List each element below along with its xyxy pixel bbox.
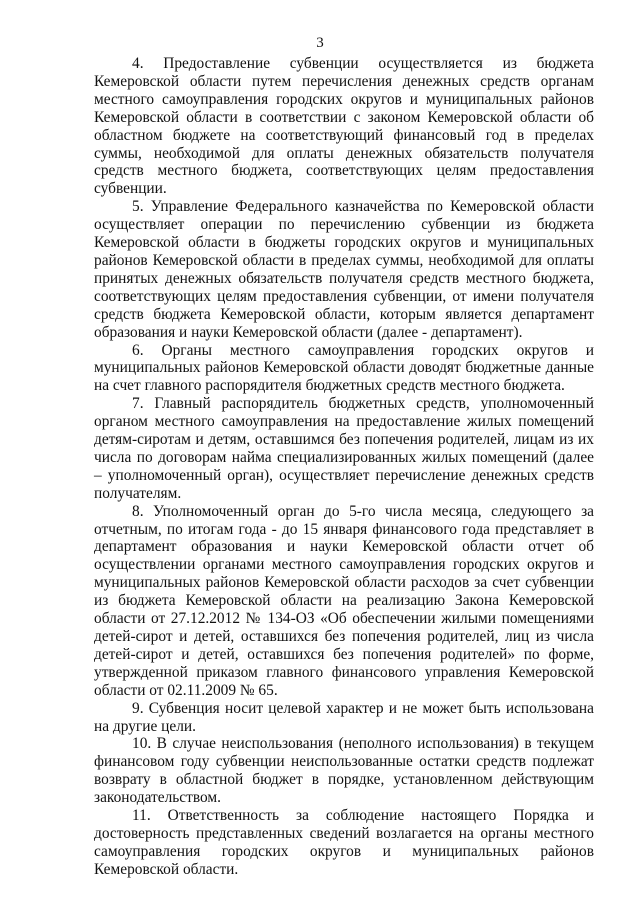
paragraph-4: 4. Предоставление субвенции осуществляется из бюджета Кемеровской области путем перечисления денежных средств органам местного самоуправления городских округов и муниципальных районов Кемеровской области в соответствии с законом Кемеровской области об областном бюджете на соответствующий финансовый год в пределах суммы, необходимой для оплаты денежных обязательств получателя средств местного бюджета, соответствующих целям предоставления субвенции. <box>94 55 594 198</box>
paragraph-8: 8. Уполномоченный орган до 5-го числа месяца, следующего за отчетным, по итогам года - до 15 января финансового года представляет в департамент образования и науки Кемеровской области отчет об осуществлении органами местного самоуправления городских округов и муниципальных районов Кемеровской области расходов за счет субвенции из бюджета Кемеровской области на реализацию Закона Кемеровской области от 27.12.2012 № 134-ОЗ «Об обеспечении жилыми помещениями детей-сирот и детей, оставшихся без попечения родителей, лиц из числа детей-сирот и детей, оставшихся без попечения родителей» по форме, утвержденной приказом главного финансового управления Кемеровской области от 02.11.2009 № 65. <box>94 502 594 699</box>
paragraph-5: 5. Управление Федерального казначейства по Кемеровской области осуществляет операции по перечислению субвенции из бюджета Кемеровской области в бюджеты городских округов и муниципальных районов Кемеровской области в пределах суммы, необходимой для оплаты принятых денежных обязательств получателя средств местного бюджета, соответствующих целям предоставления субвенции, от имени получателя средств бюджета Кемеровской области, которым является департамент образования и науки Кемеровской области (далее - департамент). <box>94 198 594 341</box>
document-body <box>94 55 594 879</box>
paragraph-7: 7. Главный распорядитель бюджетных средств, уполномоченный органом местного самоуправления на предоставление жилых помещений детям-сиротам и детям, оставшимся без попечения родителей, лицам из их числа по договорам найма специализированных жилых помещений (далее – уполномоченный орган), осуществляет перечисление денежных средств получателям. <box>94 395 594 502</box>
paragraph-9: 9. Субвенция носит целевой характер и не может быть использована на другие цели. <box>94 699 594 735</box>
paragraph-11: 11. Ответственность за соблюдение настоящего Порядка и достоверность представленных сведений возлагается на органы местного самоуправления городских округов и муниципальных районов Кемеровской области. <box>94 807 594 878</box>
paragraph-6: 6. Органы местного самоуправления городских округов и муниципальных районов Кемеровской области доводят бюджетные данные на счет главного распорядителя бюджетных средств местного бюджета. <box>94 341 594 395</box>
paragraph-10: 10. В случае неиспользования (неполного использования) в текущем финансовом году субвенции неиспользованные остатки средств подлежат возврату в областной бюджет в порядке, установленном действующим законодательством. <box>94 735 594 807</box>
page-number: 3 <box>316 35 324 51</box>
